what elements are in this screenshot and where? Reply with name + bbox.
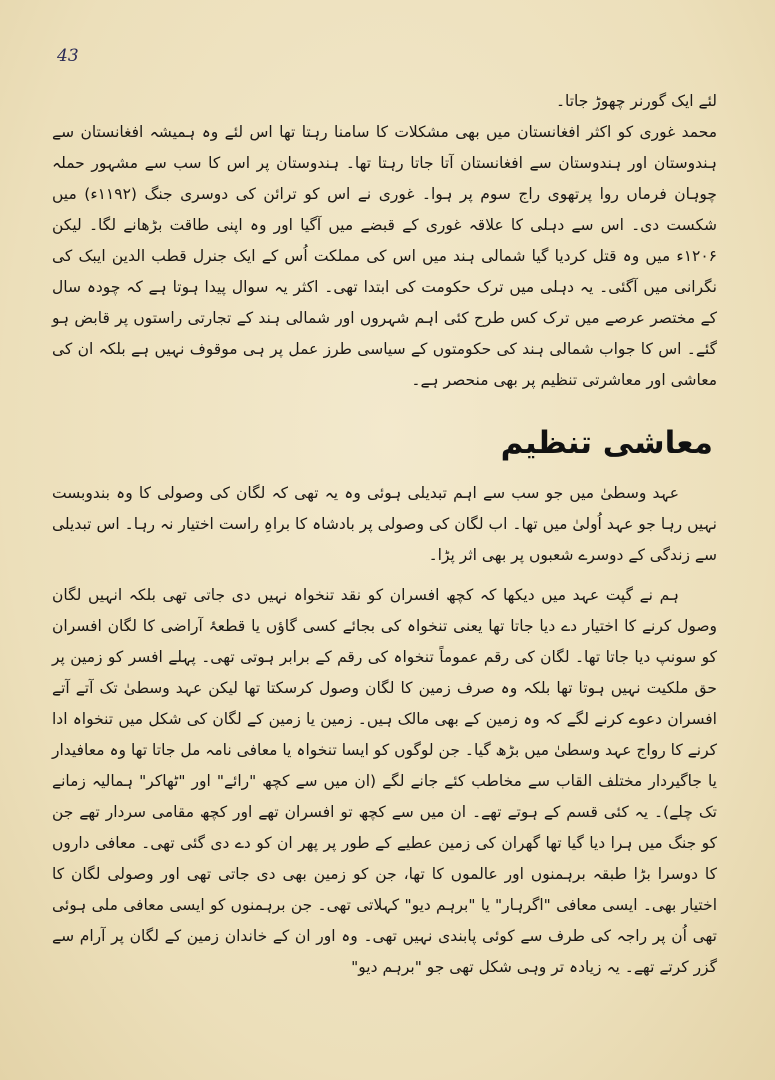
paragraph-land-grants bbox=[52, 580, 717, 983]
paragraph-text: ہم نے گپت عہد میں دیکھا کہ کچھ افسران کو نقد تنخواہ نہیں دی جاتی تھی بلکہ انہیں لگان وصول کرنے کا اختیار دے دیا جاتا تھا یعنی تنخواہ کی بجائے کسی گاؤں یا قطعۂ آراضی کا لگان افسران کو سونپ دیا جاتا تھا۔ لگان کی رقم عموماً تنخواہ کی رقم کے برابر ہوتی تھی۔ پہلے افسر کو زمین پر حق ملکیت نہیں ہوتا تھا بلکہ وہ صرف زمین کا لگان وصول کرسکتا تھا لیکن عہد وسطیٰ تک آتے آتے افسران دعوے کرنے لگے کہ وہ زمین کے بھی مالک ہیں۔ زمین یا زمین کے لگان کی شکل میں تنخواہ ادا کرنے کا رواج عہد وسطیٰ میں بڑھ گیا۔ جن لوگوں کو ایسا تنخواہ یا معافی نامہ مل جاتا تھا وہ معافیدار یا جاگیردار مختلف القاب سے مخاطب کئے جانے لگے (ان میں سے کچھ "رائے" اور "ٹھاکر" ہمالیہ زمانے تک چلے)۔ یہ کئی قسم کے ہوتے تھے۔ ان میں سے کچھ تو افسران تھے اور کچھ مقامی سردار تھے جن کو جنگ میں ہرا دیا گیا تھا گھران کی زمین عطیے کے طور پر پھر ان کو دے دی گئی تھی۔ معافی داروں کا دوسرا بڑا طبقہ برہمنوں اور عالموں کا تھا، جن کو زمین بھی دی جاتی تھی اور وصولی لگان کا اختیار بھی۔ ایسی معافی "اگرہار" یا "برہم دیو" کہلاتی تھی۔ جن برہمنوں کو ایسی معافی ملی ہوئی تھی اُن پر راجہ کی طرف سے کوئی پابندی نہیں تھی۔ وہ اور ان کے خاندان زمین کے لگان پر آرام سے گزر کرتے تھے۔ یہ زیادہ تر وہی شکل تھی جو "برہم دیو" bbox=[52, 586, 717, 976]
page-number: 43 bbox=[57, 46, 79, 66]
intro-first-line: لئے ایک گورنر چھوڑ جاتا۔ bbox=[555, 92, 717, 110]
paragraph-economic-change bbox=[52, 478, 717, 571]
section-heading: معاشی تنظیم bbox=[500, 425, 713, 461]
intro-section bbox=[52, 86, 717, 396]
paragraph-text: عہد وسطیٰ میں جو سب سے اہم تبدیلی ہوئی وہ یہ تھی کہ لگان کی وصولی کا وہ بندوبست نہیں رہا جو عہد اُولیٰ میں تھا۔ اب لگان کی وصولی پر بادشاہ کا براہِ راست اختیار نہ رہا۔ اس تبدیلی سے زندگی کے دوسرے شعبوں پر بھی اثر پڑا۔ bbox=[52, 484, 717, 564]
intro-paragraph: محمد غوری کو اکثر افغانستان میں بھی مشکلات کا سامنا رہتا تھا اس لئے وہ ہمیشہ افغانستان سے ہندوستان اور ہندوستان سے افغانستان آتا جاتا رہتا تھا۔ ہندوستان پر اس کا سب سے مشہور حملہ چوہان فرماں روا پرتھوی راج سوم پر ہوا۔ غوری نے اس کو ترائن کی دوسری جنگ (۱۱۹۲ء) میں شکست دی۔ اس سے دہلی کا علاقہ غوری کے قبضے میں آگیا اور وہ اپنی طاقت بڑھانے لگا۔ لیکن ۱۲۰۶ء میں وہ قتل کردیا گیا شمالی ہند میں اس کی مملکت اُس کے ایک جنرل قطب الدین ایبک کی نگرانی میں آگئی۔ یہ دہلی میں ترک حکومت کی ابتدا تھی۔ اکثر یہ سوال پیدا ہوتا ہے کہ چودہ سال کے مختصر عرصے میں ترک کس طرح کئی اہم شہروں اور شمالی ہند کے تجارتی راستوں پر قابض ہو گئے۔ اس کا جواب شمالی ہند کی حکومتوں کے سیاسی طرز عمل پر ہی موقوف نہیں ہے بلکہ ان کی معاشی اور معاشرتی تنظیم پر بھی منحصر ہے۔ bbox=[52, 123, 717, 389]
